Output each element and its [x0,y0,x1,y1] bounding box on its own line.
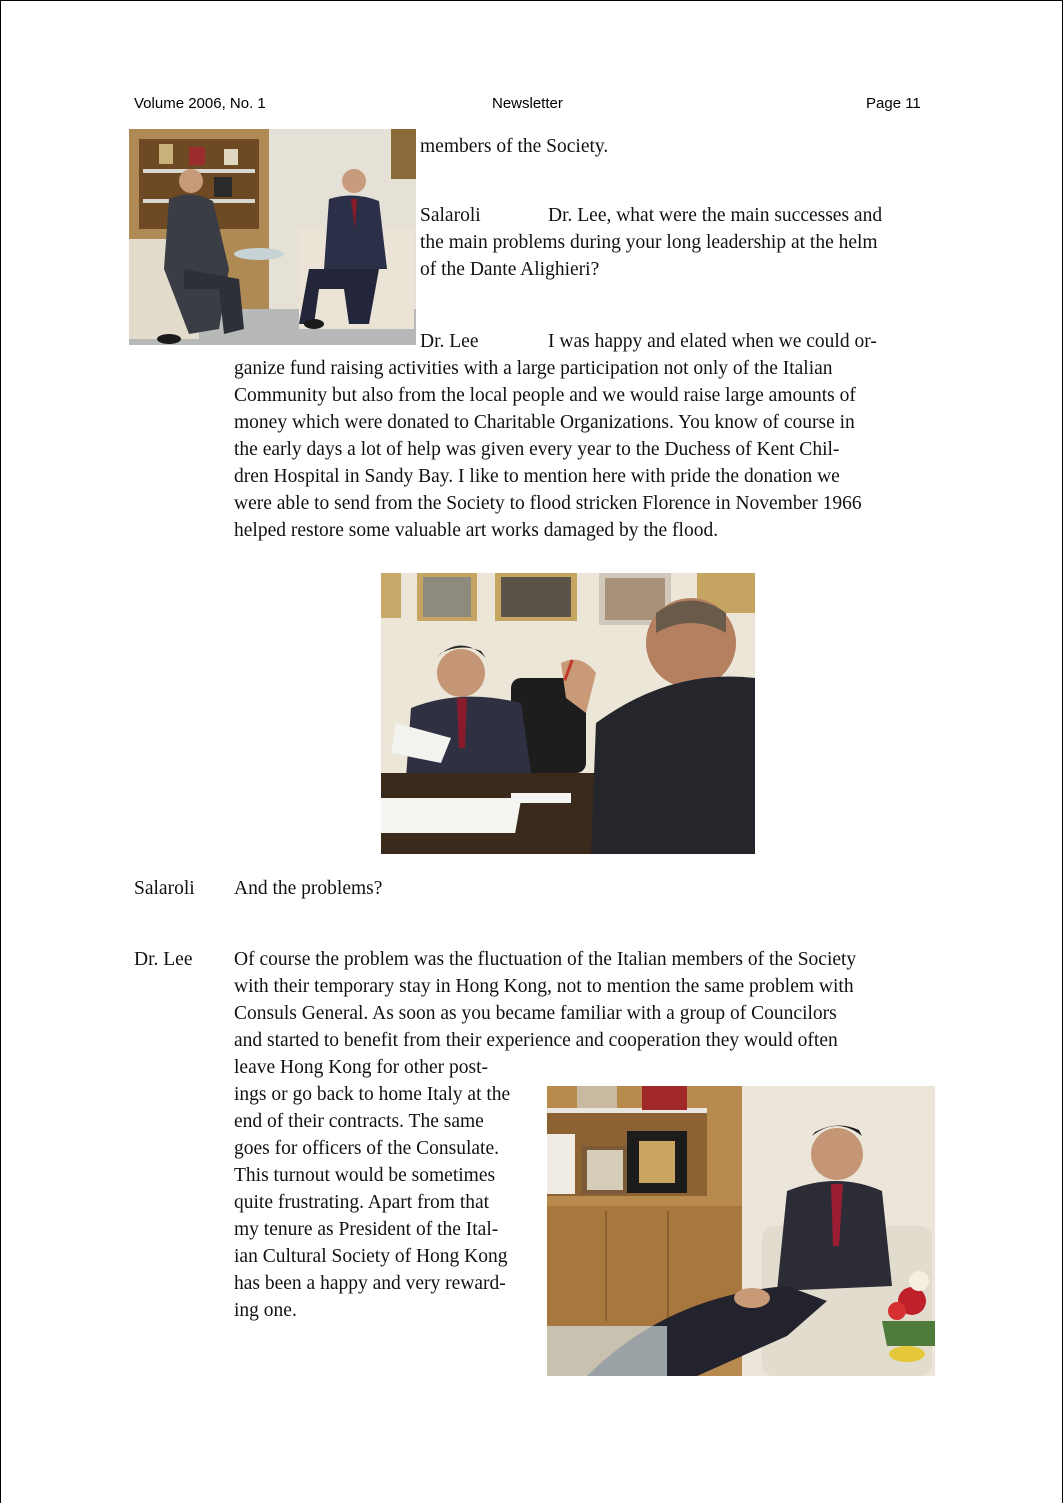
speaker-dr-lee: Dr. Lee [134,949,193,970]
answer-line: ganize fund raising activities with a large participation not only of the Italian [234,358,833,379]
answer-line: dren Hospital in Sandy Bay. I like to mention here with pride the donation we [234,466,840,487]
answer-line: I was happy and elated when we could or- [548,331,877,352]
question-line: Dr. Lee, what were the main successes and [548,205,883,226]
answer-line: Community but also from the local people and we would raise large amounts of [234,385,856,406]
newsletter-title: Newsletter [492,95,563,112]
question-text: And the problems? [234,878,383,899]
answer-line: were able to send from the Society to flood stricken Florence in November 1966 [234,493,862,514]
answer-line: and started to benefit from their experience and cooperation they would often [234,1030,838,1051]
paragraph-line: members of the Society. [420,136,609,157]
answer-line: quite frustrating. Apart from that [234,1192,490,1213]
answer-line: money which were donated to Charitable Organizations. You know of course in [234,412,855,433]
answer-line: end of their contracts. The same [234,1111,484,1132]
answer-line: ian Cultural Society of Hong Kong [234,1246,508,1267]
interview-photo-2 [381,573,755,854]
answer-line: This turnout would be sometimes [234,1165,496,1186]
answer-line: the early days a lot of help was given every year to the Duchess of Kent Chil- [234,439,840,460]
answer-line: with their temporary stay in Hong Kong, not to mention the same problem with [234,976,854,997]
answer-line: ing one. [234,1300,297,1321]
answer-line: Consuls General. As soon as you became familiar with a group of Councilors [234,1003,837,1024]
portrait-photo [547,1086,935,1376]
question-line: of the Dante Alighieri? [420,259,600,280]
answer-line: ings or go back to home Italy at the [234,1084,511,1105]
interview-photo-1 [129,129,416,345]
answer-line: has been a happy and very reward- [234,1273,506,1294]
speaker-dr-lee: Dr. Lee [420,331,479,352]
answer-line: helped restore some valuable art works damaged by the flood. [234,520,719,541]
answer-line: goes for officers of the Consulate. [234,1138,499,1159]
answer-line: Of course the problem was the fluctuation of the Italian members of the Society [234,949,857,970]
answer-line: leave Hong Kong for other post- [234,1057,488,1078]
speaker-salaroli: Salaroli [420,205,481,226]
answer-line: my tenure as President of the Ital- [234,1219,499,1240]
speaker-salaroli: Salaroli [134,878,195,899]
page-number: Page 11 [866,95,921,112]
question-line: the main problems during your long leadership at the helm [420,232,878,253]
volume-label: Volume 2006, No. 1 [134,95,266,112]
